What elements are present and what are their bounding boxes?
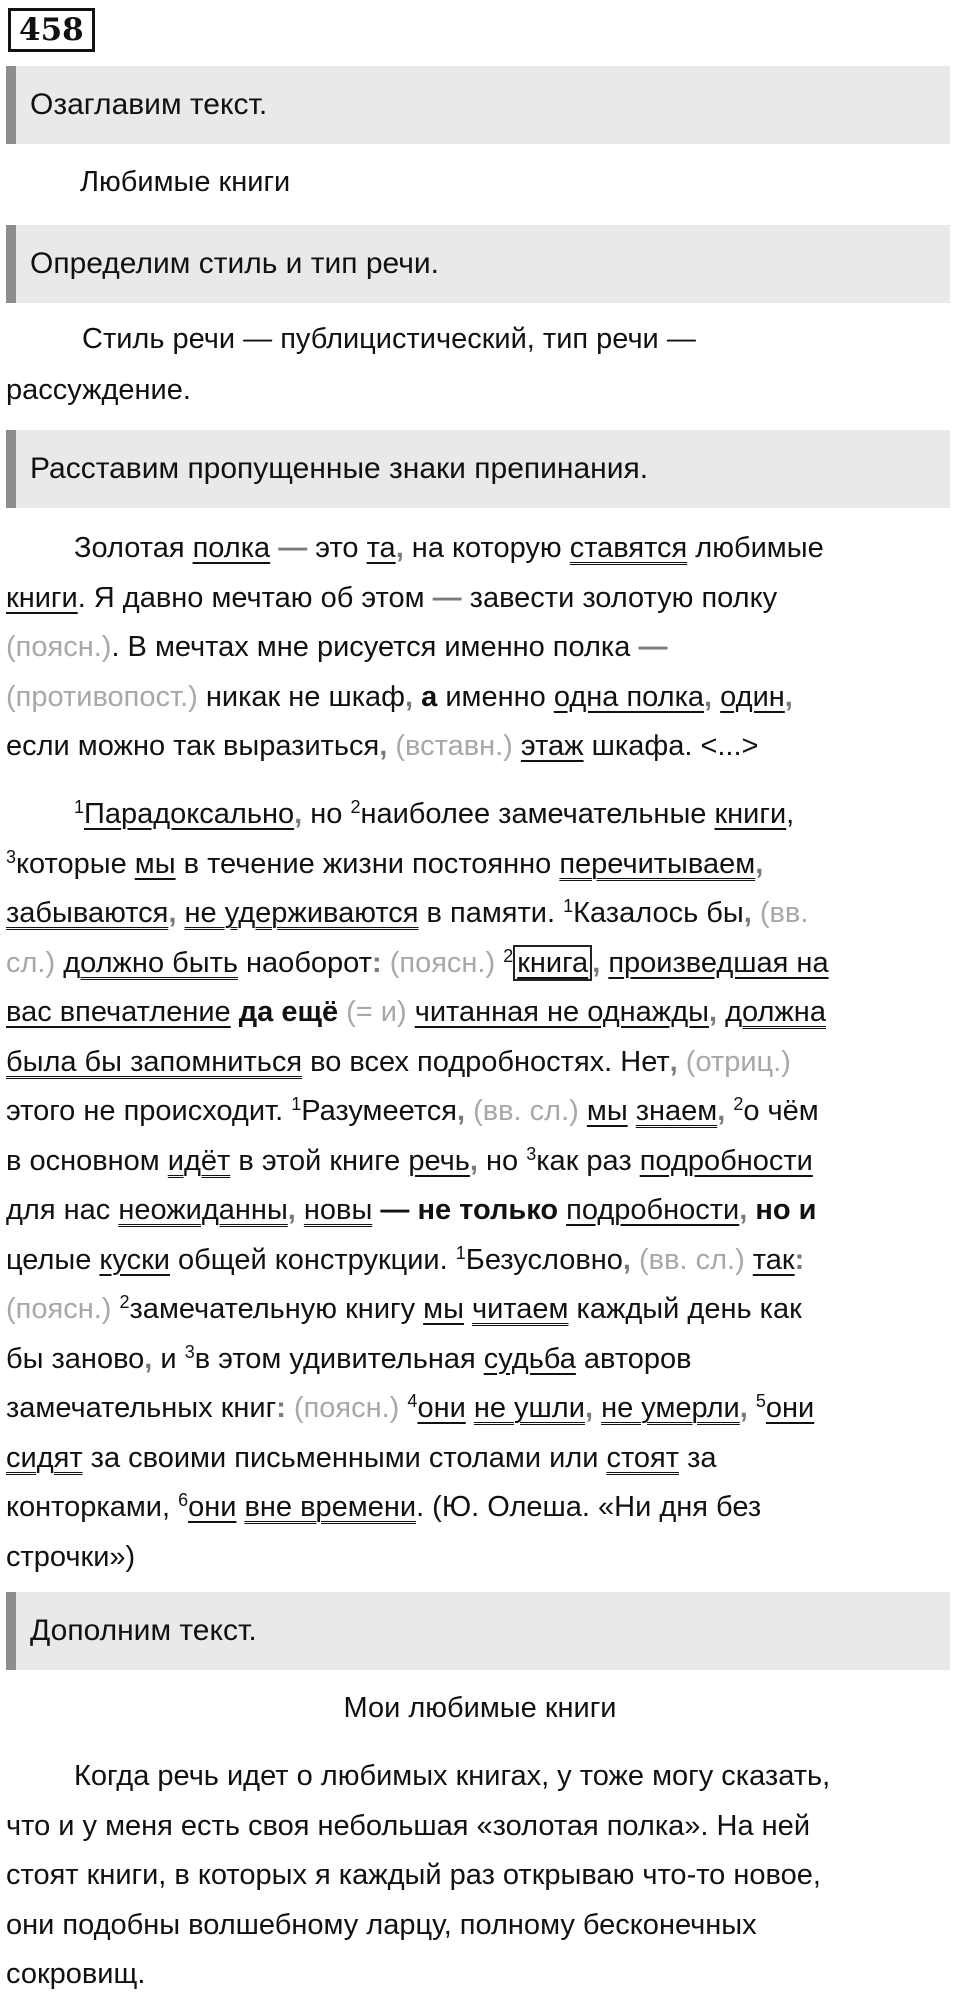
text-fragment: книги — [714, 798, 787, 830]
sentence-number: 2 — [733, 1094, 744, 1114]
text-fragment: : — [371, 946, 382, 979]
sentence-number: 1 — [563, 896, 574, 916]
text-fragment: , — [704, 680, 713, 713]
text-fragment: идёт — [167, 1144, 231, 1177]
text-fragment: должно быть — [63, 946, 238, 979]
text-fragment: , — [669, 1045, 678, 1078]
text-fragment: (вв. сл.) — [473, 1095, 579, 1127]
style-line-2: рассуждение. — [6, 374, 191, 406]
final-line: они подобны волшебному ларцу, полному бесконечных — [6, 1908, 757, 1941]
text-fragment: за своими письменными столами или — [82, 1441, 607, 1474]
text-fragment: но и — [747, 1194, 817, 1226]
text-fragment: должна — [725, 996, 826, 1028]
text-fragment: сл.) — [6, 946, 56, 979]
text-fragment: читаем — [472, 1293, 569, 1325]
final-line: сокровищ. — [6, 1958, 146, 1990]
text-fragment: забываются — [6, 897, 169, 929]
text-fragment: , — [379, 730, 388, 762]
sentence-number: 2 — [350, 797, 361, 817]
text-fragment: сидят — [6, 1441, 83, 1474]
text-fragment: они — [417, 1392, 466, 1424]
text-fragment: , — [287, 1194, 296, 1226]
text-fragment: за — [679, 1441, 717, 1474]
text-fragment: стоят — [606, 1441, 680, 1474]
text-fragment: (поясн.) — [293, 1392, 400, 1424]
text-fragment: да ещё — [238, 996, 339, 1028]
text-fragment: — — [372, 1194, 418, 1226]
exercise-number: 458 — [8, 8, 95, 52]
text-fragment: строчки») — [6, 1540, 136, 1573]
final-paragraph — [6, 1752, 956, 2000]
text-fragment: именно — [437, 680, 554, 713]
text-fragment: знаем — [635, 1095, 718, 1127]
text-fragment: каждый день как — [568, 1293, 802, 1325]
text-fragment: та — [366, 532, 396, 564]
text-fragment: Безусловно — [465, 1243, 623, 1276]
text-fragment: это — [307, 532, 367, 564]
text-fragment: . (Ю. Олеша. «Ни дня без — [416, 1491, 762, 1523]
text-fragment: замечательных книг — [6, 1392, 277, 1424]
text-fragment: замечательную книгу — [129, 1293, 424, 1325]
text-fragment: , — [592, 946, 601, 979]
text-fragment: читанная не однажды — [414, 996, 709, 1028]
text-fragment: вас впечатление — [6, 996, 231, 1028]
text-fragment: книги — [6, 581, 78, 614]
text-fragment: подробности — [639, 1144, 813, 1177]
sentence-number: 2 — [503, 945, 514, 966]
text-fragment: , — [786, 798, 795, 830]
text-fragment: а — [413, 680, 438, 713]
text-fragment: (вв. — [759, 897, 809, 929]
text-fragment: , — [395, 532, 404, 564]
text-fragment: авторов — [575, 1342, 692, 1375]
section-header-complete: Дополним текст. — [6, 1592, 950, 1670]
text-fragment: , — [743, 897, 752, 929]
text-fragment: никак не шкаф — [197, 680, 406, 713]
text-fragment: , — [144, 1342, 153, 1375]
sentence-number: 1 — [455, 1242, 466, 1263]
text-fragment: . Я давно мечтаю об этом — [77, 581, 433, 614]
text-fragment: и — [152, 1342, 185, 1375]
text-fragment: они — [188, 1491, 237, 1523]
text-fragment: (= и) — [346, 996, 407, 1028]
final-line: что и у меня есть своя небольшая «золотая полка». На ней — [6, 1809, 811, 1842]
text-fragment: перечитываем — [559, 847, 756, 880]
text-fragment: — — [278, 532, 308, 564]
text-fragment: , — [168, 897, 177, 929]
sentence-number: 1 — [74, 797, 85, 817]
text-fragment: , — [584, 1392, 593, 1424]
text-fragment: наоборот — [237, 946, 372, 979]
sentence-number: 1 — [291, 1094, 302, 1114]
text-fragment: — — [432, 581, 462, 614]
text-fragment: : — [794, 1243, 805, 1276]
punctuation-paragraph-2 — [6, 790, 956, 1582]
text-fragment: шкафа. <...> — [583, 730, 759, 762]
text-fragment: этаж — [520, 730, 584, 762]
text-fragment: в этом удивительная — [194, 1342, 484, 1375]
text-fragment: , — [739, 1194, 748, 1226]
sentence-number: 3 — [526, 1143, 537, 1164]
section-header-title: Озаглавим текст. — [6, 66, 950, 144]
punctuation-paragraph-1 — [6, 524, 956, 772]
text-fragment: Казалось бы — [573, 897, 744, 929]
text-fragment: не удерживаются — [184, 897, 419, 929]
text-fragment: новы — [303, 1194, 373, 1226]
text-fragment: целые — [6, 1243, 100, 1276]
text-fragment: была бы запомниться — [6, 1045, 303, 1078]
text-fragment: , — [622, 1243, 631, 1276]
text-fragment: мы — [134, 847, 176, 880]
text-fragment: в этой книге — [230, 1144, 409, 1177]
text-fragment: , — [755, 847, 764, 880]
text-fragment: (отриц.) — [685, 1045, 791, 1078]
text-fragment: Золотая — [74, 532, 193, 564]
text-fragment: , — [784, 680, 793, 713]
text-fragment: не умерли — [601, 1392, 740, 1424]
text-fragment: , — [405, 680, 414, 713]
text-fragment: общей конструкции. — [169, 1243, 456, 1276]
text-fragment: этого не происходит. — [6, 1095, 292, 1127]
text-fragment: , — [469, 1144, 478, 1177]
text-fragment: если можно так выразиться — [6, 730, 380, 762]
text-fragment: : — [276, 1392, 286, 1424]
text-fragment: как раз — [536, 1144, 640, 1177]
text-fragment: которые — [16, 847, 135, 880]
text-fragment: (вставн.) — [395, 730, 513, 762]
text-fragment: бы заново — [6, 1342, 145, 1375]
text-fragment: для нас — [6, 1194, 119, 1226]
text-fragment: мы — [586, 1095, 628, 1127]
section-header-punctuation: Расставим пропущенные знаки препинания. — [6, 430, 950, 508]
text-fragment: , — [456, 1095, 466, 1127]
sentence-number: 5 — [755, 1391, 766, 1411]
text-fragment: о чём — [743, 1095, 819, 1127]
text-fragment: судьба — [483, 1342, 576, 1375]
text-fragment: , — [708, 996, 718, 1028]
text-fragment: вне времени — [244, 1491, 417, 1523]
text-fragment: ставятся — [569, 532, 688, 564]
text-fragment: не ушли — [473, 1392, 585, 1424]
sentence-number: 3 — [184, 1341, 195, 1362]
text-fragment: одна полка — [553, 680, 705, 713]
text-fragment: , — [739, 1392, 748, 1424]
text-fragment: речь — [408, 1144, 470, 1177]
text-fragment: , — [717, 1095, 726, 1127]
text-fragment: книга — [513, 945, 592, 981]
text-fragment: Разумеется — [301, 1095, 457, 1127]
text-fragment: в основном — [6, 1144, 168, 1177]
sentence-number: 3 — [6, 846, 17, 867]
text-fragment: они — [765, 1392, 815, 1424]
text-fragment: (вв. сл.) — [639, 1243, 745, 1276]
text-fragment: — — [638, 631, 668, 663]
text-fragment: произведшая на — [608, 946, 829, 979]
text-fragment: на которую — [403, 532, 570, 564]
text-fragment: (поясн.) — [6, 1293, 112, 1325]
text-title-2: Мои любимые книги — [343, 1692, 617, 1724]
text-fragment: мы — [423, 1293, 464, 1325]
text-fragment: завести золотую полку — [461, 581, 778, 614]
sentence-number: 2 — [119, 1292, 130, 1312]
text-fragment: неожиданны — [118, 1194, 288, 1226]
text-fragment: в течение жизни постоянно — [175, 847, 560, 880]
text-fragment: (противопост.) — [6, 680, 198, 713]
style-line-1: Стиль речи — публицистический, тип речи — — [82, 323, 696, 355]
text-fragment: один — [720, 680, 785, 713]
text-fragment: , — [294, 798, 303, 830]
final-line: Когда речь идет о любимых книгах, у тоже могу сказать, — [74, 1760, 831, 1792]
text-fragment: конторками, — [6, 1491, 179, 1523]
text-fragment: Парадоксально — [84, 798, 295, 830]
text-fragment: (поясн.) — [389, 946, 496, 979]
text-fragment: . В мечтах мне рисуется именно полка — [111, 631, 639, 663]
text-fragment: куски — [99, 1243, 170, 1276]
text-fragment: не только — [417, 1194, 559, 1226]
text-fragment: (поясн.) — [6, 631, 112, 663]
text-fragment: полка — [192, 532, 271, 564]
text-title: Любимые книги — [80, 166, 291, 198]
text-fragment: но — [477, 1144, 527, 1177]
sentence-number: 6 — [178, 1490, 189, 1510]
text-fragment: любимые — [687, 532, 824, 564]
text-fragment: но — [302, 798, 351, 830]
section-header-style: Определим стиль и тип речи. — [6, 225, 950, 303]
sentence-number: 4 — [407, 1391, 418, 1411]
final-line: стоят книги, в которых я каждый раз открываю что-то новое, — [6, 1859, 821, 1891]
text-fragment: наиболее замечательные — [360, 798, 715, 830]
text-fragment: подробности — [566, 1194, 740, 1226]
text-fragment: так — [752, 1243, 795, 1276]
text-fragment: в памяти. — [418, 897, 564, 929]
text-fragment: во всех подробностях. Нет — [302, 1045, 670, 1078]
